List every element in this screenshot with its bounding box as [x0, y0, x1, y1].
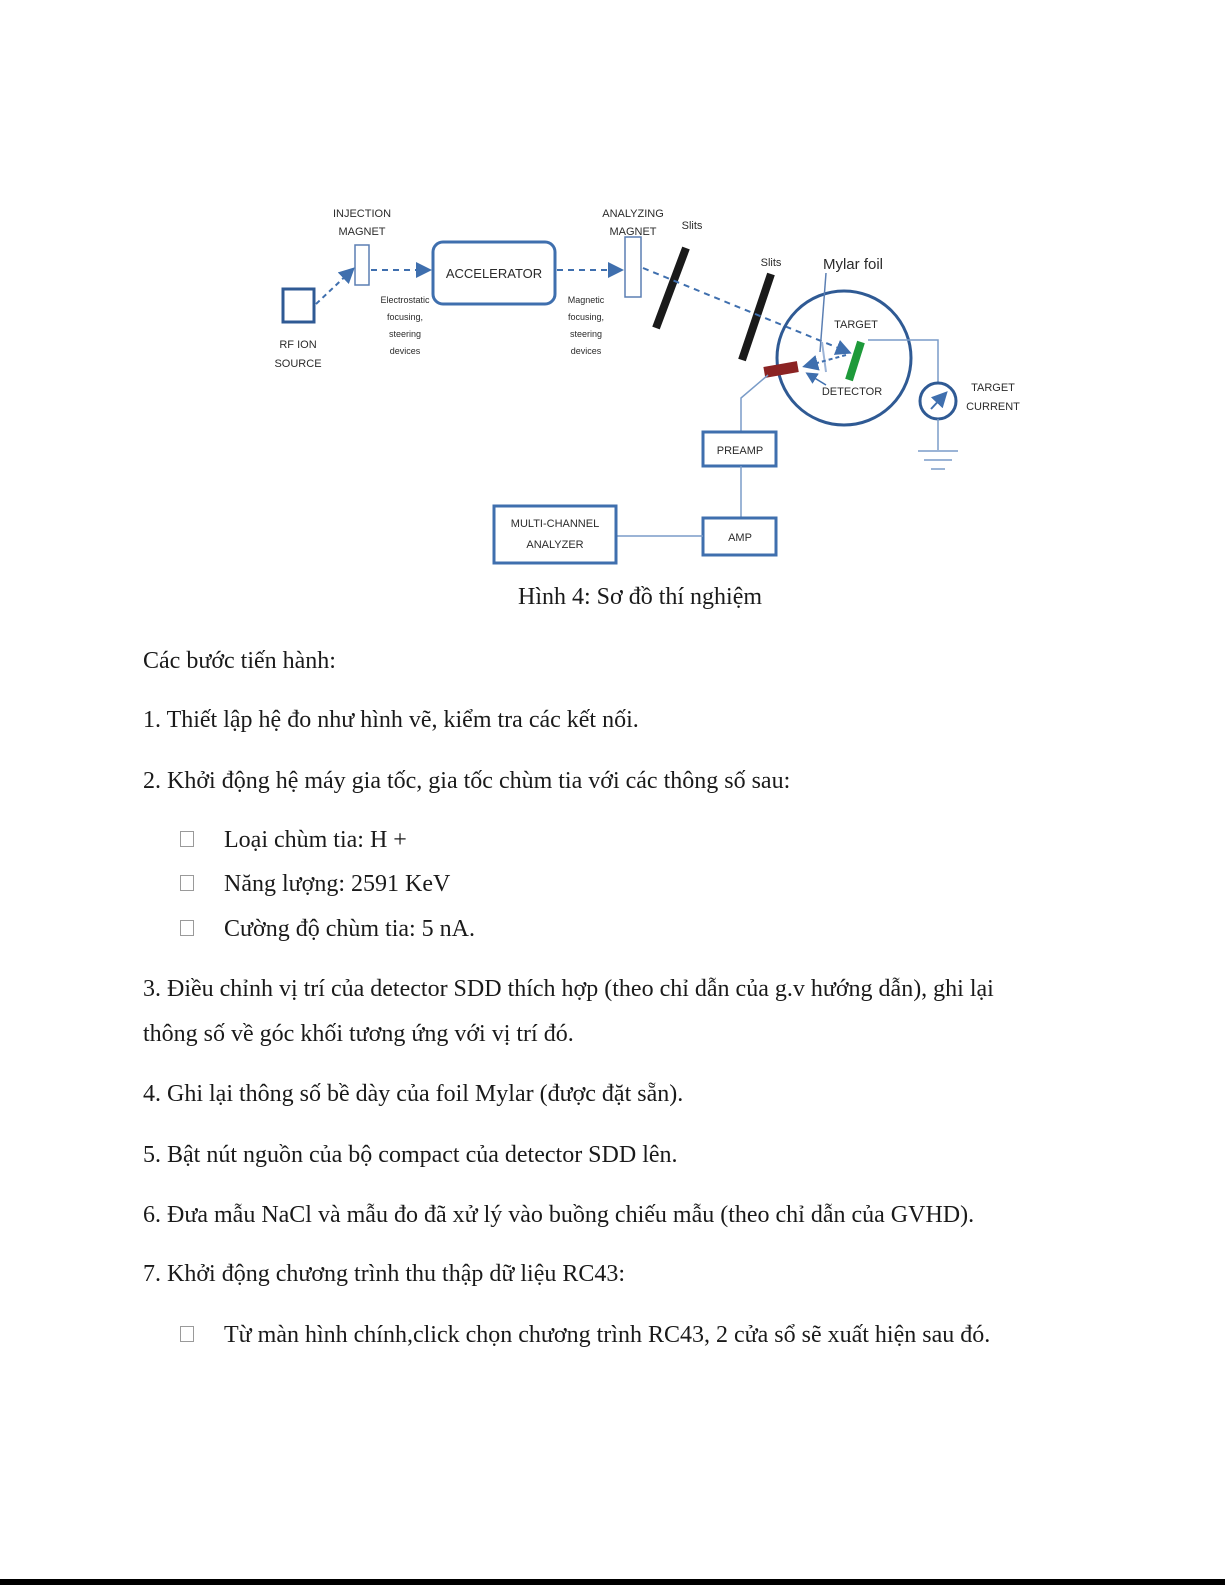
- target-current-label-2: CURRENT: [966, 401, 1020, 413]
- accelerator-label: ACCELERATOR: [445, 266, 543, 281]
- bullet-box-icon: [180, 920, 194, 936]
- step-5: 5. Bật nút nguồn của bộ compact của detector SDD lên.: [143, 1142, 678, 1168]
- step-2-bullet: [180, 867, 450, 901]
- bullet-text: Năng lượng: 2591 KeV: [224, 871, 451, 897]
- step-2-bullet: [180, 912, 475, 946]
- step-1: 1. Thiết lập hệ đo như hình vẽ, kiểm tra các kết nối.: [143, 707, 639, 733]
- injection-magnet-label-2: MAGNET: [338, 226, 386, 238]
- detector-pointer: [808, 374, 826, 385]
- injection-magnet-label: INJECTION: [332, 208, 392, 220]
- bullet-text: Từ màn hình chính,click chọn chương trình RC43, 2 cửa sổ sẽ xuất hiện sau đó.: [224, 1322, 991, 1348]
- target-current-wire: [868, 340, 938, 383]
- target-label: TARGET: [834, 319, 878, 331]
- slits-label-1: Slits: [681, 220, 703, 232]
- injection-magnet: [355, 245, 369, 285]
- analyzing-magnet-label: ANALYZING: [602, 208, 664, 220]
- steps-heading: Các bước tiến hành:: [143, 648, 336, 674]
- step-2: 2. Khởi động hệ máy gia tốc, gia tốc chùm tia với các thông số sau:: [143, 768, 791, 794]
- scatter-line: [806, 355, 846, 366]
- mca-label-2: ANALYZER: [526, 539, 584, 551]
- figure-caption: Hình 4: Sơ đồ thí nghiệm: [517, 584, 763, 610]
- magnetic-label: Magnetic: [567, 295, 605, 305]
- bullet-text: Loại chùm tia: H +: [224, 827, 407, 853]
- analyzing-magnet: [625, 237, 641, 297]
- target-chamber: [777, 291, 911, 425]
- slit-1: [656, 248, 686, 328]
- experiment-diagram: [265, 195, 1035, 575]
- detector-label: DETECTOR: [821, 386, 883, 398]
- target: [849, 342, 861, 380]
- electrostatic-label-3: steering: [388, 329, 422, 339]
- electrostatic-label-2: focusing,: [386, 312, 424, 322]
- slits-label-2: Slits: [760, 257, 782, 269]
- step-7: 7. Khởi động chương trình thu thập dữ liệu RC43:: [143, 1261, 626, 1287]
- step-3-line-2: thông số về góc khối tương ứng với vị trí đó.: [143, 1021, 574, 1047]
- electrostatic-label: Electrostatic: [380, 295, 430, 305]
- amp-label: AMP: [728, 532, 752, 544]
- mylar-foil-label: Mylar foil: [822, 256, 884, 273]
- rf-source-label: RF ION: [279, 339, 317, 351]
- detector-wire: [741, 375, 768, 432]
- detector: [763, 361, 798, 378]
- rf-ion-source-box: [283, 289, 314, 322]
- mylar-foil-pointer: [820, 273, 826, 352]
- bullet-box-icon: [180, 875, 194, 891]
- bullet-box-icon: [180, 831, 194, 847]
- magnetic-label-2: focusing,: [567, 312, 605, 322]
- step-4: 4. Ghi lại thông số bề dày của foil Mylar (được đặt sẵn).: [143, 1081, 684, 1107]
- step-3-line-1: 3. Điều chỉnh vị trí của detector SDD thích hợp (theo chỉ dẫn của g.v hướng dẫn), ghi lại: [143, 976, 994, 1002]
- step-6: 6. Đưa mẫu NaCl và mẫu đo đã xử lý vào buồng chiếu mẫu (theo chỉ dẫn của GVHD).: [143, 1202, 975, 1228]
- electrostatic-label-4: devices: [389, 346, 421, 356]
- rf-source-label-2: SOURCE: [274, 358, 322, 370]
- magnetic-label-4: devices: [570, 346, 602, 356]
- mylar-foil: [822, 342, 826, 372]
- bullet-text: Cường độ chùm tia: 5 nA.: [224, 916, 476, 942]
- page-bottom-border: [0, 1579, 1225, 1585]
- step-2-bullet: [180, 823, 407, 857]
- target-current-label: TARGET: [971, 382, 1015, 394]
- slit-2: [742, 274, 771, 360]
- mca-label: MULTI-CHANNEL: [510, 518, 600, 530]
- beam-line-1: [316, 270, 352, 304]
- preamp-label: PREAMP: [716, 445, 764, 457]
- analyzing-magnet-label-2: MAGNET: [609, 226, 657, 238]
- mca-box: [494, 506, 616, 563]
- magnetic-label-3: steering: [569, 329, 603, 339]
- bullet-box-icon: [180, 1326, 194, 1342]
- step-7-bullet: [180, 1318, 990, 1352]
